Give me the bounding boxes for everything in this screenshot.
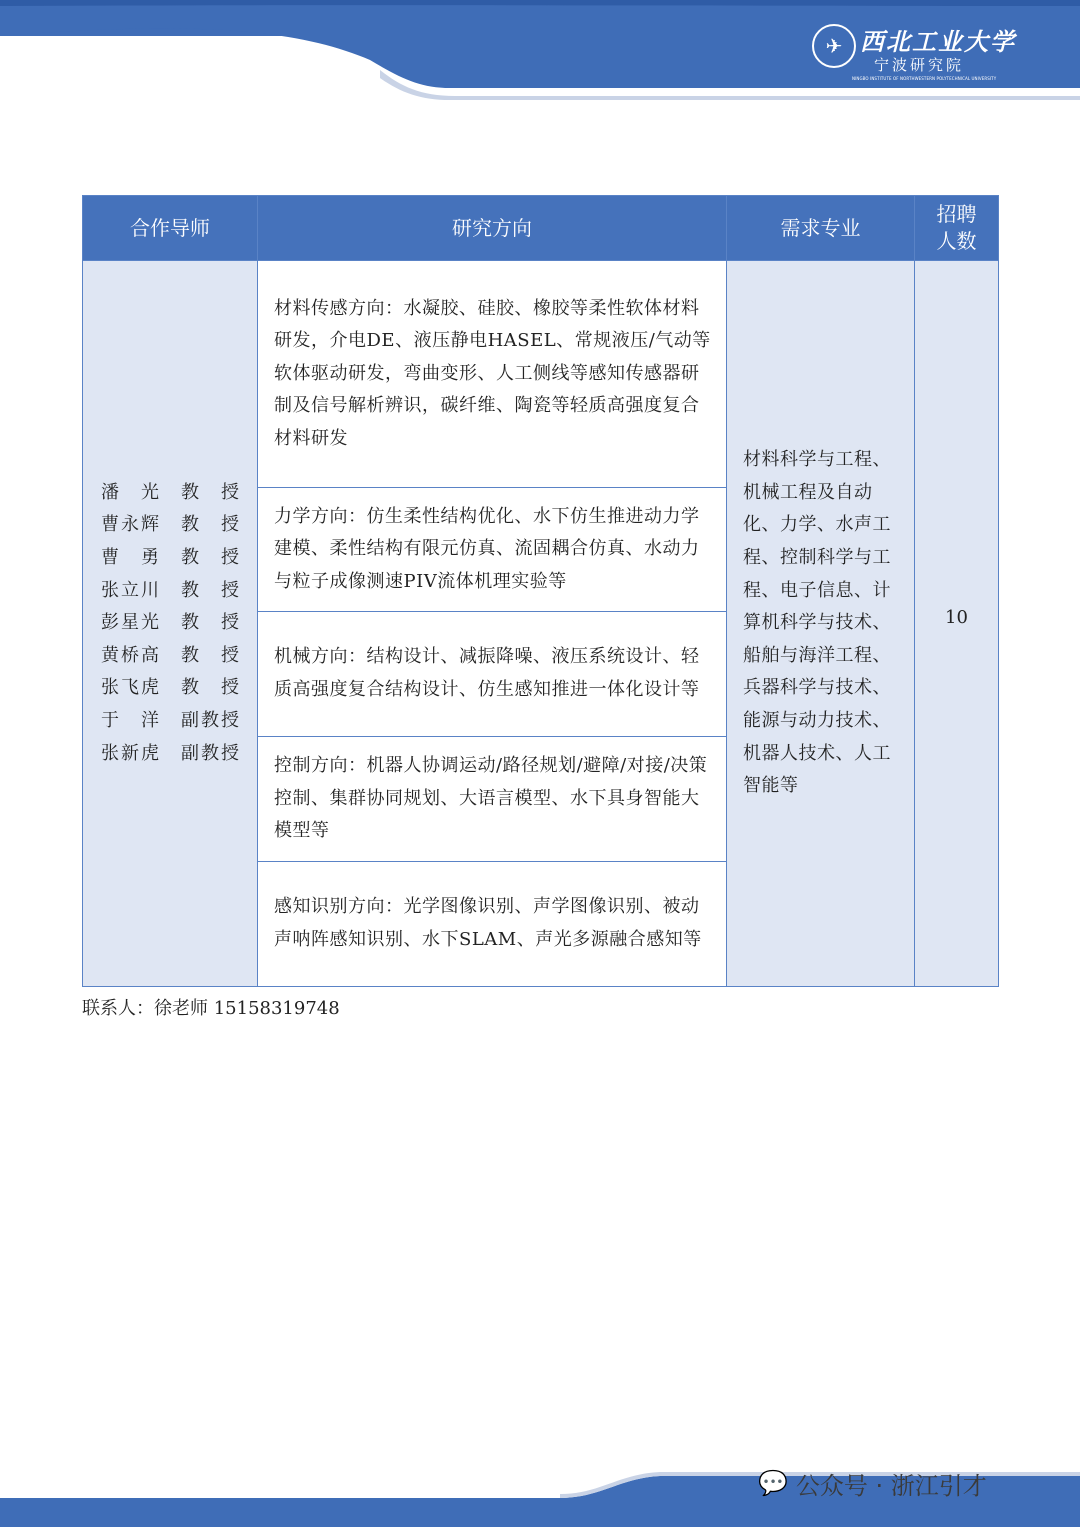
mentor-name: [101, 705, 159, 738]
mentor-title: [181, 542, 239, 575]
direction-text: 机械方向：结构设计、减振降噪、液压系统设计、轻质高强度复合结构设计、仿生感知推进一体化设计等: [274, 646, 700, 700]
mentor-name: [101, 477, 159, 510]
mentor-name-char: 张: [101, 579, 119, 601]
wechat-watermark: [758, 1467, 987, 1499]
direction-text: 控制方向：机器人协调运动/路径规划/避障/对接/决策控制、集群协同规划、大语言模型、水下具身智能大模型等: [274, 755, 708, 842]
mentor-title: [181, 640, 239, 673]
mentor-name-char: 黄: [101, 644, 119, 666]
mentor-title-char: 副: [181, 709, 199, 731]
mentor-name-char: 曹: [101, 514, 119, 536]
mentor-name-char: 勇: [141, 547, 159, 569]
mentor-title-char: 授: [221, 579, 239, 601]
mentor-title-char: 授: [221, 709, 239, 731]
mentor-title: [181, 607, 239, 640]
mentor-title-char: 教: [181, 547, 199, 569]
mentor-title-char: 授: [221, 547, 239, 569]
mentor-title: [181, 738, 239, 771]
institute-name: 宁波研究院: [874, 56, 965, 74]
mentor-name-char: 光: [141, 612, 159, 634]
mentor-name-char: 立: [121, 579, 139, 601]
mentor-title-char: 教: [201, 742, 219, 764]
mentor-name-char: 潘: [101, 481, 119, 503]
header-count-line1: 招聘: [936, 202, 977, 226]
direction-mechanics: [258, 488, 727, 612]
mentor-name-char: 高: [141, 644, 159, 666]
direction-perception: [258, 862, 727, 987]
institute-english-name: NINGBO INSTITUTE OF NORTHWESTERN POLYTECHNICAL UNIVERSITY: [852, 76, 997, 81]
direction-control: [258, 737, 727, 862]
mentor-item: [101, 738, 257, 771]
university-name: 西北工业大学: [860, 28, 1016, 56]
header-count: [915, 196, 999, 261]
mentor-item: [101, 640, 257, 673]
required-majors: 材料科学与工程、机械工程及自动化、力学、水声工程、控制科学与工程、电子信息、计算机科学与技术、船舶与海洋工程、兵器科学与技术、能源与动力技术、机器人技术、人工智能等: [727, 261, 915, 987]
mentor-name: [101, 640, 159, 673]
direction-text: 力学方向：仿生柔性结构优化、水下仿生推进动力学建模、柔性结构有限元仿真、流固耦合仿真、水动力与粒子成像测速PIV流体机理实验等: [274, 505, 700, 592]
mentor-item: [101, 607, 257, 640]
mentor-item: [101, 477, 257, 510]
mentor-title-char: 授: [221, 481, 239, 503]
direction-text: 材料传感方向：水凝胶、硅胶、橡胶等柔性软体材料研发，介电DE、液压静电HASEL、常规液压/气动等软体驱动研发，弯曲变形、人工侧线等感知传感器研制及信号解析辨识，碳纤维、陶瓷等轻质高强度复合材料研发: [274, 297, 711, 449]
mentor-title-char: 授: [221, 612, 239, 634]
mentor-title-char: 教: [201, 709, 219, 731]
mentor-title-char: 授: [221, 644, 239, 666]
mentor-list: [83, 261, 258, 987]
mentor-title: [181, 705, 239, 738]
mentor-title-char: 教: [181, 612, 199, 634]
direction-mechanical: [258, 612, 727, 737]
mentor-name-char: 洋: [141, 709, 159, 731]
mentor-title: [181, 509, 239, 542]
mentor-name-char: 桥: [121, 644, 139, 666]
header-mentor: 合作导师: [83, 196, 258, 261]
mentor-item: [101, 509, 257, 542]
mentor-name-char: 张: [101, 677, 119, 699]
university-emblem-icon: ✈: [812, 24, 856, 68]
mentor-name-char: 曹: [101, 547, 119, 569]
recruit-count: 10: [915, 261, 999, 987]
header-direction: 研究方向: [258, 196, 727, 261]
mentor-title-char: 授: [221, 514, 239, 536]
mentor-title-char: 授: [221, 677, 239, 699]
mentor-name: [101, 738, 159, 771]
mentor-title: [181, 575, 239, 608]
mentor-name: [101, 509, 159, 542]
mentor-name-char: 于: [101, 709, 119, 731]
mentor-title-char: 教: [181, 514, 199, 536]
direction-text: 感知识别方向：光学图像识别、声学图像识别、被动声呐阵感知识别、水下SLAM、声光多源融合感知等: [274, 896, 702, 950]
mentor-name: [101, 542, 159, 575]
mentor-title-char: 教: [181, 677, 199, 699]
mentor-name: [101, 672, 159, 705]
mentor-name-char: 虎: [141, 742, 159, 764]
mentor-name-char: 虎: [141, 677, 159, 699]
mentor-title: [181, 672, 239, 705]
table-header-row: [83, 196, 999, 261]
mentor-item: [101, 575, 257, 608]
direction-materials-sensing: [258, 261, 727, 488]
mentor-item: [101, 542, 257, 575]
mentor-title: [181, 477, 239, 510]
mentor-name-char: 辉: [141, 514, 159, 536]
header-major: 需求专业: [727, 196, 915, 261]
mentor-item: [101, 705, 257, 738]
table-row: [83, 261, 999, 488]
mentor-title-char: 教: [181, 579, 199, 601]
mentor-title-char: 副: [181, 742, 199, 764]
watermark-text: 公众号 · 浙江引才: [795, 1471, 987, 1500]
mentor-item: [101, 672, 257, 705]
mentor-title-char: 教: [181, 481, 199, 503]
mentor-name: [101, 607, 159, 640]
recruitment-table: [82, 195, 999, 987]
mentor-name: [101, 575, 159, 608]
wechat-icon: 💬: [758, 1469, 788, 1497]
mentor-title-char: 授: [221, 742, 239, 764]
mentor-name-char: 光: [141, 481, 159, 503]
mentor-title-char: 教: [181, 644, 199, 666]
mentor-name-char: 彭: [101, 612, 119, 634]
header-count-line2: 人数: [936, 229, 977, 253]
contact-info: 联系人：徐老师 15158319748: [82, 998, 340, 1019]
mentor-name-char: 张: [101, 742, 119, 764]
mentor-name-char: 永: [121, 514, 139, 536]
mentor-name-char: 新: [121, 742, 139, 764]
university-logo: [812, 20, 1016, 86]
mentor-name-char: 星: [121, 612, 139, 634]
mentor-name-char: 飞: [121, 677, 139, 699]
mentor-name-char: 川: [141, 579, 159, 601]
